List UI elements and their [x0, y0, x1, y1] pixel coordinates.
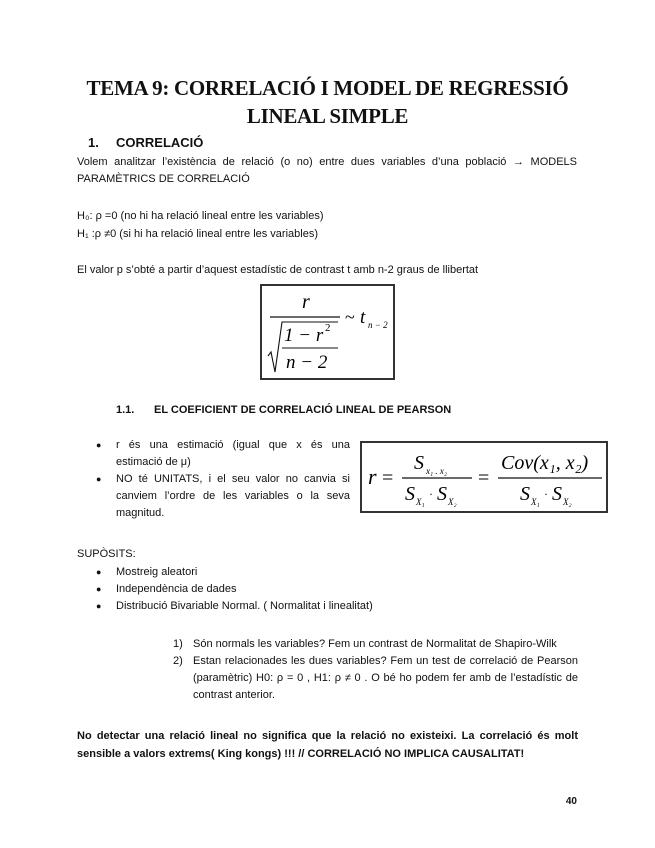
steps-list: [173, 636, 578, 704]
fraction1-den-s2: S: [437, 483, 447, 505]
fraction2-den-sub1: X₁: [531, 497, 540, 507]
list-item: ● Distribució Bivariable Normal. ( Normalitat i linealitat): [78, 598, 558, 615]
formula-t-sub: n − 2: [368, 320, 388, 330]
formula-eq2: =: [478, 467, 490, 489]
intro-paragraph: Volem analitzar l’existència de relació (o no) entre dues variables d’una població → MODELS PARAMÈTRICS DE CORRELACIÓ: [77, 156, 577, 185]
fraction2-den-s2: S: [552, 483, 562, 505]
fraction1-num: S: [414, 452, 424, 474]
fraction1-den-sub1: X₁: [416, 497, 425, 507]
fraction2-num: Cov(x₁, x₂): [501, 452, 589, 474]
list-item: 1) Són normals les variables? Fem un contrast de Normalitat de Shapiro-Wilk: [173, 638, 557, 650]
t-statistic-formula-graphic: [262, 286, 393, 378]
fraction1-den-s1: S: [405, 483, 415, 505]
document-title-line1: TEMA 9: CORRELACIÓ I MODEL DE REGRESSIÓ: [86, 76, 569, 100]
t-statistic-formula: [260, 284, 395, 380]
list-item: ● r és una estimació (igual que x és una estimació de μ): [78, 437, 350, 471]
pearson-formula-graphic: [362, 443, 606, 511]
pearson-formula: [360, 441, 608, 513]
formula-tilde: ~: [345, 307, 355, 327]
formula-eq1: =: [382, 467, 394, 489]
alternative-hypothesis: H₁ :ρ ≠0 (si hi ha relació lineal entre les variables): [77, 228, 318, 240]
subsection-number: 1.1.: [116, 404, 135, 416]
subsection-title: EL COEFICIENT DE CORRELACIÓ LINEAL DE PEARSON: [154, 404, 452, 416]
fraction2-dot: ·: [544, 487, 548, 501]
page-number: 40: [565, 796, 577, 807]
formula-den-exp: 2: [325, 322, 331, 334]
assumptions-label: SUPÒSITS:: [77, 548, 136, 560]
section-title: CORRELACIÓ: [116, 135, 204, 150]
list-item: ● Mostreig aleatori: [78, 564, 558, 581]
null-hypothesis: H₀: ρ =0 (no hi ha relació lineal entre les variables): [77, 210, 324, 222]
formula-den-bottom: n − 2: [286, 352, 328, 373]
fraction1-dot: ·: [429, 487, 433, 501]
list-item: ● Independència de dades: [78, 581, 558, 598]
subsection-heading: [116, 404, 451, 416]
section-number: 1.: [88, 135, 99, 150]
fraction2-den-sub2: X₂: [563, 497, 572, 507]
fraction2-den-s1: S: [520, 483, 530, 505]
list-item: ● NO té UNITATS, i el seu valor no canvia si canviem l’ordre de les variables o la seva magnitud.: [78, 471, 350, 522]
formula-numerator-r: r: [302, 291, 310, 313]
pvalue-sentence: El valor p s’obté a partir d’aquest estadístic de contrast t amb n-2 graus de llibertat: [77, 264, 479, 276]
assumptions-list: [78, 564, 558, 615]
formula-t: t: [360, 307, 366, 328]
fraction1-den-sub2: X₂: [448, 497, 457, 507]
document-title-line2: LINEAL SIMPLE: [246, 104, 409, 128]
pearson-bullets: [78, 437, 350, 522]
conclusion-paragraph: No detectar una relació lineal no significa que la relació no existeixi. La correlació és molt sensible a valors extrems( King kongs) !!! // CORRELACIÓ NO IMPLICA CAUSALITAT!: [77, 730, 578, 760]
fraction1-num-sub: x₁ . x₂: [426, 466, 447, 476]
formula-den-top: 1 − r: [284, 325, 324, 346]
list-item: 2) Estan relacionades les dues variables? Fem un test de correlació de Pearson (paramètric) H0: ρ = 0 , H1: ρ ≠ 0 . O bé ho podem fer amb de l’estadístic de contrast anterior.: [173, 655, 578, 701]
section-heading: [88, 135, 203, 150]
formula-lhs: r: [368, 464, 377, 489]
